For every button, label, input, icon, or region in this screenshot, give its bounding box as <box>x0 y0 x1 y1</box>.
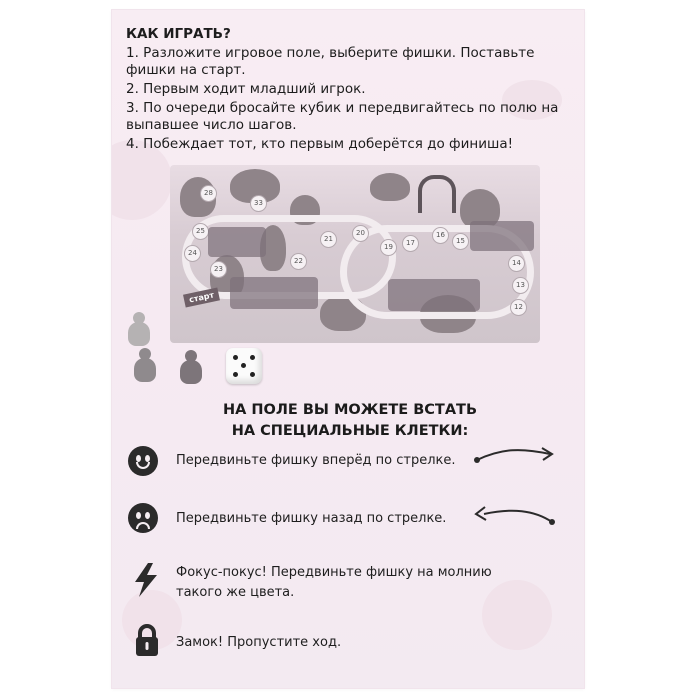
board-cell: 19 <box>380 239 397 256</box>
pawn <box>134 348 156 382</box>
lightning-cell-text <box>176 563 492 603</box>
board-note <box>470 221 534 251</box>
board-cell: 23 <box>210 261 227 278</box>
rule-item: 4. Побеждает тот, кто первым доберётся до финиша! <box>126 136 514 152</box>
padlock-icon <box>134 623 160 657</box>
board-cell: 12 <box>510 299 527 316</box>
heading-line: НА СПЕЦИАЛЬНЫЕ КЛЕТКИ: <box>231 423 469 439</box>
board-cell: 25 <box>192 223 209 240</box>
lightning-text-line: такого же цвета. <box>176 585 295 600</box>
rules-section <box>126 26 566 155</box>
board-cell: 24 <box>184 245 201 262</box>
board-cell: 13 <box>512 277 529 294</box>
forward-arrow-icon <box>472 444 560 470</box>
board-cell: 21 <box>320 231 337 248</box>
sad-face-icon <box>128 503 158 533</box>
game-board-image <box>170 165 540 343</box>
ghost-shape <box>482 580 552 650</box>
board-cell: 17 <box>402 235 419 252</box>
board-cell: 20 <box>352 225 369 242</box>
board-start-label: старт <box>183 287 220 307</box>
rules-title: КАК ИГРАТЬ? <box>126 26 231 42</box>
board-cell: 14 <box>508 255 525 272</box>
lightning-icon <box>133 563 159 597</box>
board-cell: 16 <box>432 227 449 244</box>
board-tree <box>370 173 410 201</box>
special-cells-heading <box>180 400 520 442</box>
lightning-text-line: Фокус-покус! Передвиньте фишку на молнию <box>176 565 492 580</box>
board-cell: 15 <box>452 233 469 250</box>
dice <box>226 348 262 384</box>
happy-face-icon <box>128 446 158 476</box>
rule-item: 2. Первым ходит младший игрок. <box>126 81 366 97</box>
board-cell: 22 <box>290 253 307 270</box>
back-arrow-icon <box>472 502 560 530</box>
pawn <box>128 312 150 346</box>
rule-item: 3. По очереди бросайте кубик и передвигайтесь по полю на выпавшее число шагов. <box>126 100 559 133</box>
rule-item: 1. Разложите игровое поле, выберите фишки. Поставьте фишки на старт. <box>126 45 535 78</box>
board-lock-arch <box>418 175 456 213</box>
board-note <box>230 277 318 309</box>
pawn <box>180 350 202 384</box>
back-cell-text: Передвиньте фишку назад по стрелке. <box>176 511 447 526</box>
heading-line: НА ПОЛЕ ВЫ МОЖЕТЕ ВСТАТЬ <box>223 402 477 418</box>
board-note <box>208 227 266 257</box>
board-cell: 33 <box>250 195 267 212</box>
board-note <box>388 279 480 311</box>
board-cell: 28 <box>200 185 217 202</box>
forward-cell-text: Передвиньте фишку вперёд по стрелке. <box>176 453 456 468</box>
lock-cell-text: Замок! Пропустите ход. <box>176 635 342 650</box>
